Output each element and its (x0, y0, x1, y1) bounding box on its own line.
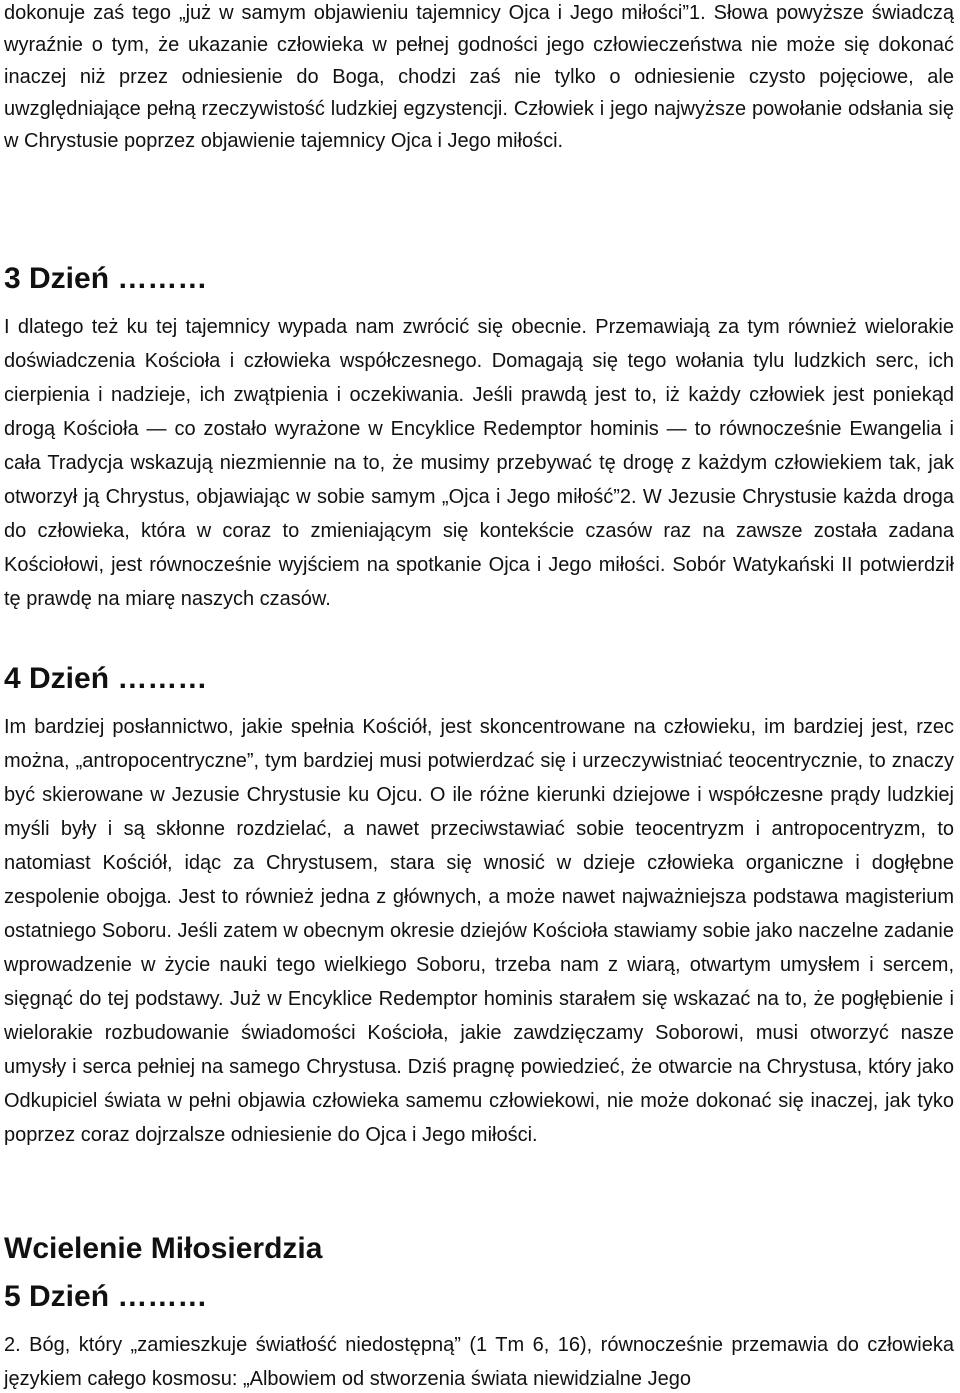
intro-paragraph: dokonuje zaś tego „już w samym objawieniu tajemnicy Ojca i Jego miłości”1. Słowa powyższe świadczą wyraźnie o tym, że ukazanie człowieka w pełnej godności jego człowieczeństwa nie może się dokonać inaczej niż przez odniesienie do Boga, chodzi zaś nie tylko o odniesienie czysto pojęciowe, ale uwzględniające pełną rzeczywistość ludzkiej egzystencji. Człowiek i jego najwyższe powołanie odsłania się w Chrystusie poprzez objawienie tajemnicy Ojca i Jego miłości. (4, 2, 954, 152)
day-4-heading: 4 Dzień ……… (4, 662, 208, 695)
day-3-paragraph: I dlatego też ku tej tajemnicy wypada nam zwrócić się obecnie. Przemawiają za tym również wielorakie doświadczenia Kościoła i człowieka współczesnego. Domagają się tego wołania tylu ludzkich serc, ich cierpienia i nadzieje, ich zwątpienia i oczekiwania. Jeśli prawdą jest to, iż każdy człowiek jest poniekąd drogą Kościoła — co zostało wyrażone w Encyklice Redemptor hominis — to równocześnie Ewangelia i cała Tradycja wskazują niezmiennie na to, że musimy przebywać tę drogę z każdym człowiekiem tak, jak otworzył ją Chrystus, objawiając w sobie samym „Ojca i Jego miłość”2. W Jezusie Chrystusie każda droga do człowieka, która w coraz to zmieniającym się kontekście czasów raz na zawsze została zadana Kościołowi, jest równocześnie wyjściem na spotkanie Ojca i Jego miłości. Sobór Watykański II potwierdził tę prawdę na miarę naszych czasów. (4, 316, 954, 610)
day-4-paragraph: Im bardziej posłannictwo, jakie spełnia Kościół, jest skoncentrowane na człowieku, im bardziej jest, rzec można, „antropocentryczne”, tym bardziej musi potwierdzać się i urzeczywistniać teocentrycznie, to znaczy być skierowane w Jezusie Chrystusie ku Ojcu. O ile różne kierunki dziejowe i współczesne prądy ludzkiej myśli były i są skłonne rozdzielać, a nawet przeciwstawiać sobie teocentryzm i antropocentryzm, to natomiast Kościół, idąc za Chrystusem, stara się wnosić w dzieje człowieka organiczne i dogłębne zespolenie obojga. Jest to również jedna z głównych, a może nawet najważniejsza podstawa magisterium ostatniego Soboru. Jeśli zatem w obecnym okresie dziejów Kościoła stawiamy sobie jako naczelne zadanie wprowadzenie w życie nauki tego wielkiego Soboru, trzeba nam z wiarą, otwartym umysłem i sercem, sięgnąć do tej podstawy. Już w Encyklice Redemptor hominis starałem się wskazać na to, że pogłębienie i wielorakie rozbudowanie świadomości Kościoła, jakie zawdzięczamy Soborowi, musi otworzyć nasze umysły i serca pełniej na samego Chrystusa. Dziś pragnę powiedzieć, że otwarcie na Chrystusa, który jako Odkupiciel świata w pełni objawia człowieka samemu człowiekowi, nie może dokonać się inaczej, jak tyko poprzez coraz dojrzalsze odniesienie do Ojca i Jego miłości. (4, 716, 954, 1146)
section-heading: Wcielenie Miłosierdzia (4, 1232, 323, 1265)
day-3-heading: 3 Dzień ……… (4, 262, 208, 295)
day-5-heading: 5 Dzień ……… (4, 1280, 208, 1313)
day-5-paragraph: 2. Bóg, który „zamieszkuje światłość niedostępną” (1 Tm 6, 16), równocześnie przemawia do człowieka językiem całego kosmosu: „Albowiem od stworzenia świata niewidzialne Jego (4, 1334, 954, 1390)
